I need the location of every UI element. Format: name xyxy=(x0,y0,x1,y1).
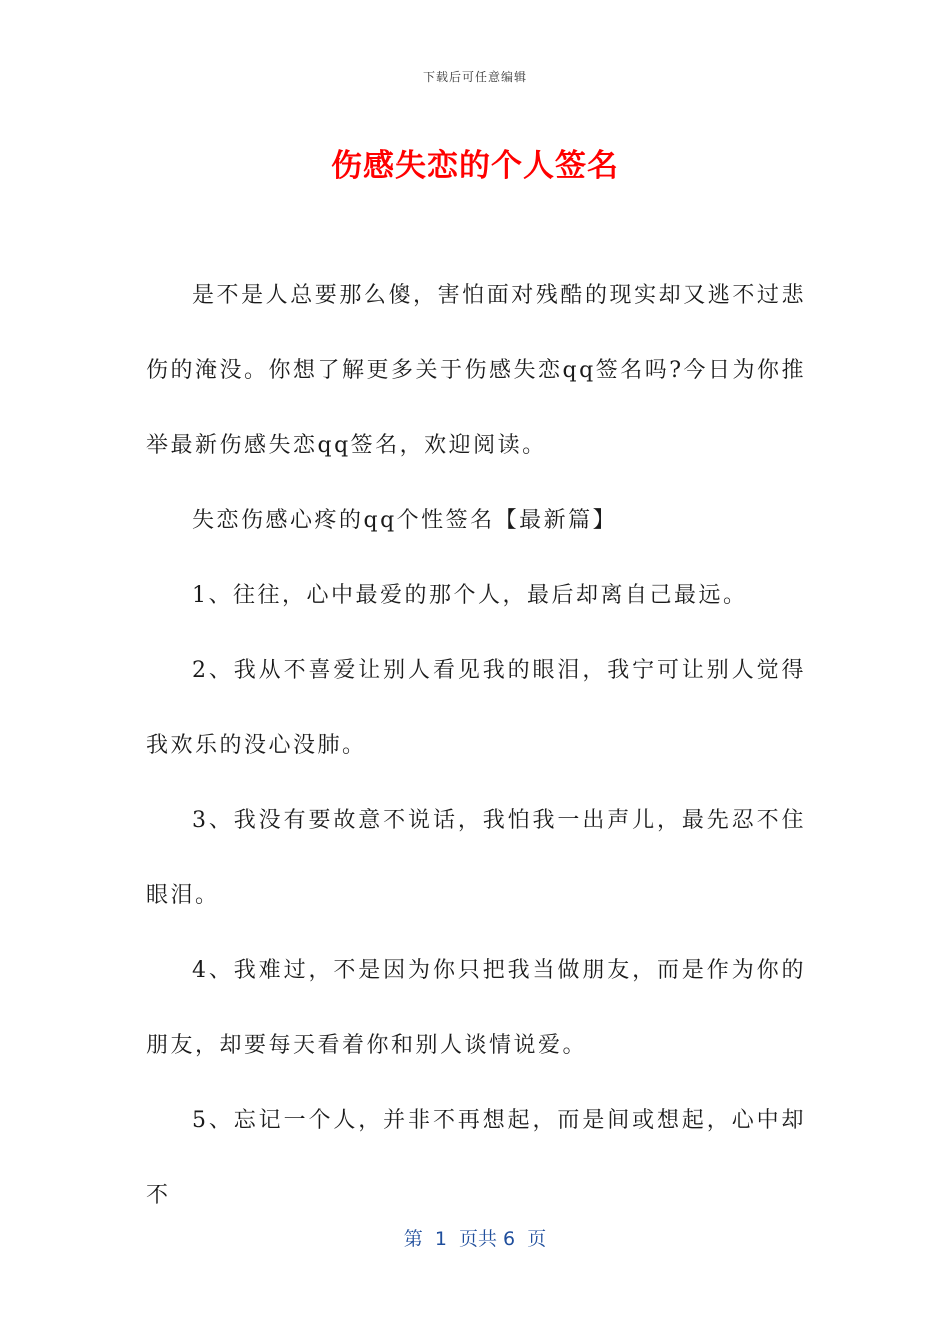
signature-item-3: 3、我没有要故意不说话，我怕我一出声儿，最先忍不住眼泪。 xyxy=(146,808,806,908)
document-title: 伤感失恋的个人签名 xyxy=(331,148,619,184)
signature-item-4: 4、我难过，不是因为你只把我当做朋友，而是作为你的朋友，却要每天看着你和别人谈情说爱。 xyxy=(146,958,806,1058)
signature-item-1: 1、往往，心中最爱的那个人，最后却离自己最远。 xyxy=(192,583,748,608)
document-body xyxy=(146,258,806,1233)
signature-item-2: 2、我从不喜爱让别人看见我的眼泪，我宁可让别人觉得我欢乐的没心没肺。 xyxy=(146,658,806,758)
page-number-footer: 第 1 页共 6 页 xyxy=(403,1228,547,1250)
signature-item-5: 5、忘记一个人，并非不再想起，而是间或想起，心中却不 xyxy=(146,1108,806,1208)
intro-paragraph: 是不是人总要那么傻，害怕面对残酷的现实却又逃不过悲伤的淹没。你想了解更多关于伤感失恋qq签名吗?今日为你推举最新伤感失恋qq签名，欢迎阅读。 xyxy=(146,283,806,458)
section-heading: 失恋伤感心疼的qq个性签名【最新篇】 xyxy=(192,508,618,533)
page-header-note: 下载后可任意编辑 xyxy=(422,70,527,84)
